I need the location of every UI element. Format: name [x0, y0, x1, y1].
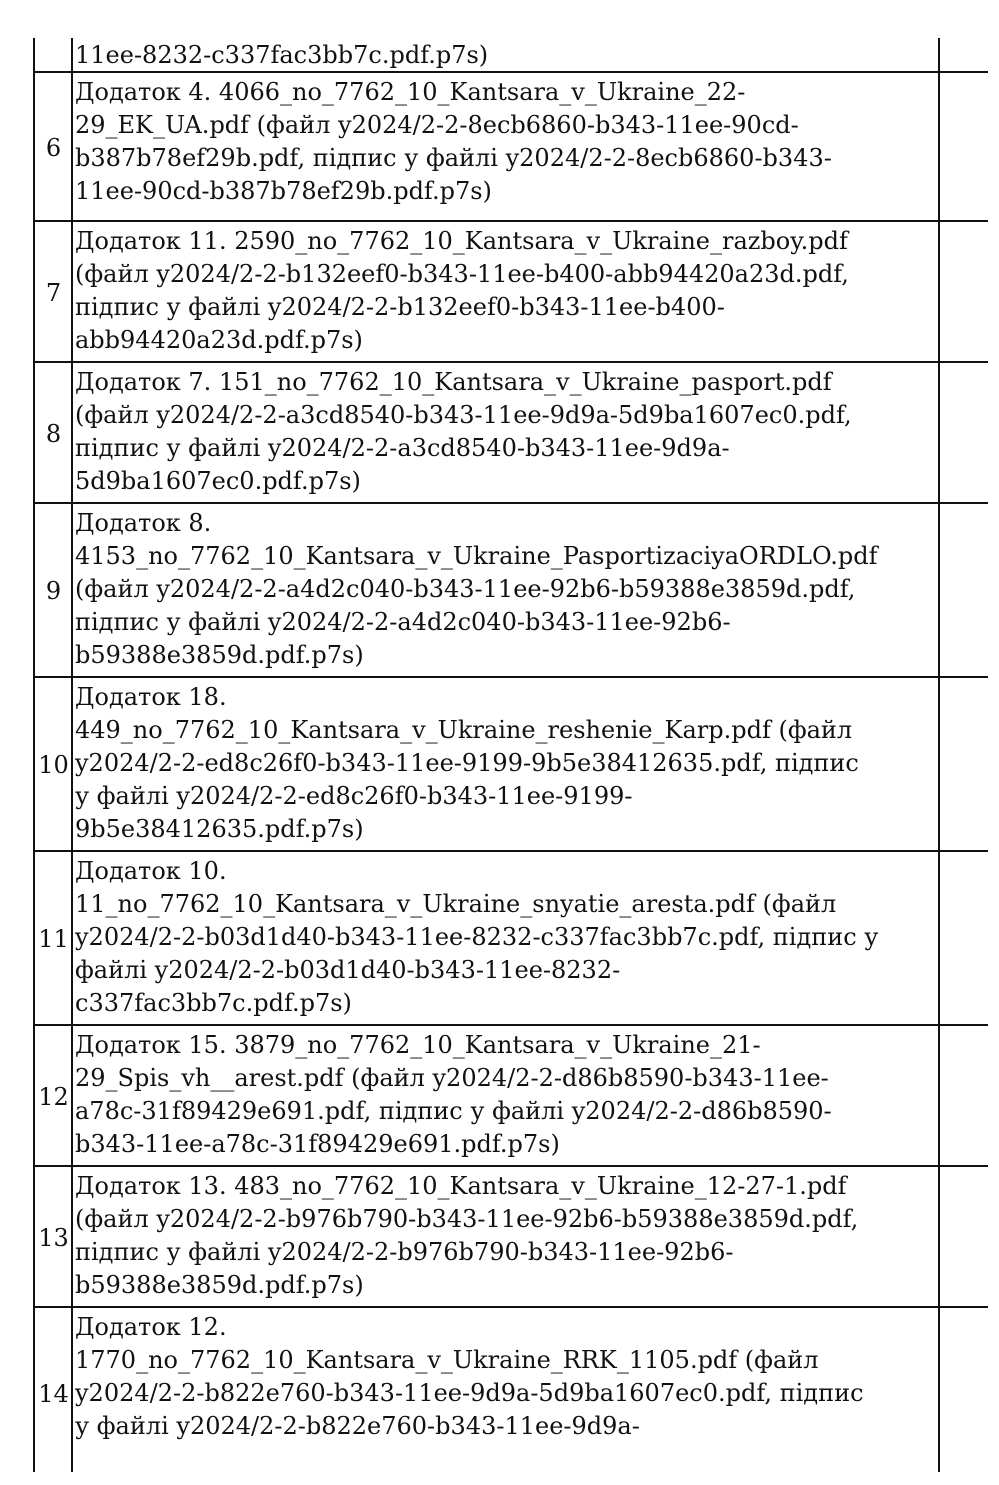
table-row — [33, 222, 988, 363]
table-row — [33, 1167, 988, 1308]
row-number: 11 — [38, 925, 69, 953]
row-number: 14 — [38, 1380, 69, 1408]
row-description: Додаток 15. 3879_no_7762_10_Kantsara_v_Ukraine_21- 29_Spis_vh__arest.pdf (файл y2024/2-2-d86b8590-b343-11ee- a78c-31f89429e691.pdf, підпис у файлі y2024/2-2-d86b8590- b343-11ee-a78c-31f89429e691.pdf.p7s) — [75, 1031, 832, 1158]
row-number: 13 — [38, 1223, 69, 1252]
table-row — [33, 363, 988, 504]
table-row — [33, 1308, 988, 1472]
row-description: Додаток 11. 2590_no_7762_10_Kantsara_v_Ukraine_razboy.pdf (файл y2024/2-2-b132eef0-b343-11ee-b400-abb94420a23d.pdf, підпис у файлі y2024/2-2-b132eef0-b343-11ee-b400- abb94420a23d.pdf.p7s) — [75, 227, 849, 354]
row-number: 9 — [45, 577, 62, 605]
table-row — [33, 73, 988, 222]
row-description: Додаток 13. 483_no_7762_10_Kantsara_v_Ukraine_12-27-1.pdf (файл y2024/2-2-b976b790-b343-11ee-92b6-b59388e3859d.pdf, підпис у файлі y2024/2-2-b976b790-b343-11ee-92b6- b59388e3859d.pdf.p7s) — [75, 1172, 859, 1299]
row-description: 11ee-8232-c337fac3bb7c.pdf.p7s) — [75, 41, 489, 69]
row-description: Додаток 12. 1770_no_7762_10_Kantsara_v_Ukraine_RRK_1105.pdf (файл y2024/2-2-b822e760-b343-11ee-9d9a-5d9ba1607ec0.pdf, підпис у файлі y2024/2-2-b822e760-b343-11ee-9d9a- — [75, 1313, 864, 1440]
row-description: Додаток 4. 4066_no_7762_10_Kantsara_v_Ukraine_22- 29_EK_UA.pdf (файл y2024/2-2-8ecb6860-b343-11ee-90cd- b387b78ef29b.pdf, підпис у файлі y2024/2-2-8ecb6860-b343- 11ee-90cd-b387b78ef29b.pdf.p7s) — [75, 78, 832, 205]
table-row — [33, 1026, 988, 1167]
table-row — [33, 678, 988, 852]
row-number: 7 — [45, 278, 62, 307]
table-row — [33, 504, 988, 678]
row-description: Додаток 10. 11_no_7762_10_Kantsara_v_Ukraine_snyatie_aresta.pdf (файл y2024/2-2-b03d1d40-b343-11ee-8232-c337fac3bb7c.pdf, підпис у файлі y2024/2-2-b03d1d40-b343-11ee-8232- c337fac3bb7c.pdf.p7s) — [75, 857, 879, 1017]
row-description: Додаток 8. 4153_no_7762_10_Kantsara_v_Ukraine_PasportizaciyaORDLO.pdf (файл y2024/2-2-a4d2c040-b343-11ee-92b6-b59388e3859d.pdf, підпис у файлі y2024/2-2-a4d2c040-b343-11ee-92b6- b59388e3859d.pdf.p7s) — [75, 509, 878, 669]
table-row — [33, 38, 988, 73]
row-description: Додаток 18. 449_no_7762_10_Kantsara_v_Ukraine_reshenie_Karp.pdf (файл y2024/2-2-ed8c26f0-b343-11ee-9199-9b5e38412635.pdf, підпис у файлі y2024/2-2-ed8c26f0-b343-11ee-9199- 9b5e38412635.pdf.p7s) — [75, 683, 859, 843]
row-number: 10 — [38, 751, 69, 779]
row-number: 8 — [45, 419, 62, 448]
row-number: 6 — [45, 133, 62, 162]
row-number: 12 — [38, 1082, 69, 1111]
row-description: Додаток 7. 151_no_7762_10_Kantsara_v_Ukraine_pasport.pdf (файл y2024/2-2-a3cd8540-b343-11ee-9d9a-5d9ba1607ec0.pdf, підпис у файлі y2024/2-2-a3cd8540-b343-11ee-9d9a- 5d9ba1607ec0.pdf.p7s) — [75, 368, 852, 495]
table-row — [33, 852, 988, 1026]
